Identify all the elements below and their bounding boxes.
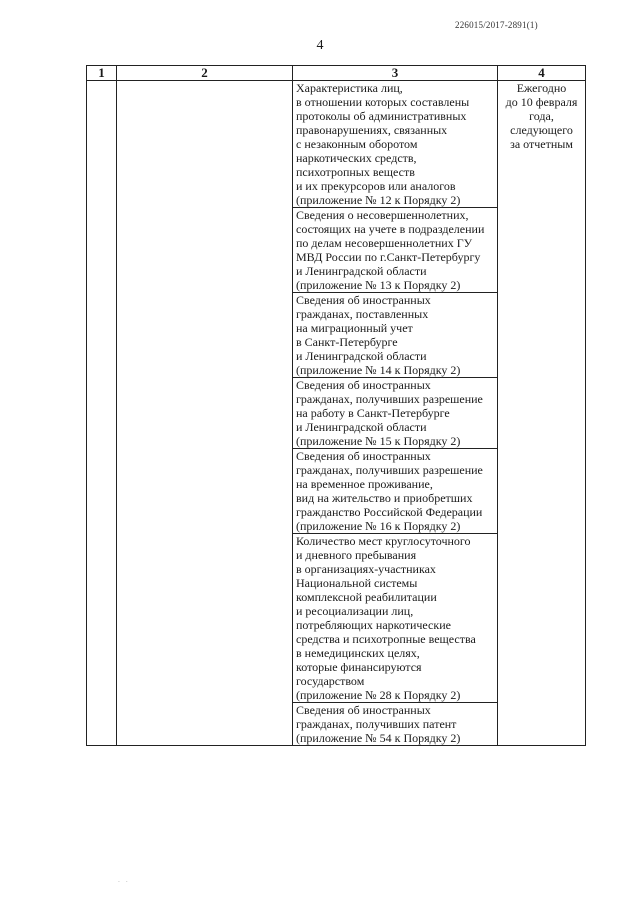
report-description-cell [293,293,498,378]
page-number: 4 [316,38,324,53]
report-description-line: и дневного пребывания [296,548,417,562]
report-description-line: государством [296,674,365,688]
report-description-line: (приложение № 54 к Порядку 2) [296,731,461,745]
report-description-line: (приложение № 13 к Порядку 2) [296,278,461,292]
report-description-line: в организациях-участниках [296,562,436,576]
report-description-line: и Ленинградской области [296,349,427,363]
report-description-line: потребляющих наркотические [296,618,451,632]
deadline-line: года, [529,109,554,123]
report-description-line: психотропных веществ [296,165,415,179]
report-description-line: (приложение № 12 к Порядку 2) [296,193,461,207]
reporting-table [86,65,586,746]
column-2-cell [117,81,293,746]
report-description-line: которые финансируются [296,660,422,674]
report-description-line: правонарушениях, связанных [296,123,448,137]
report-description-line: гражданство Российской Федерации [296,505,483,519]
report-description-line: и ресоциализации лиц, [296,604,414,618]
report-description-cell [293,449,498,534]
report-description-line: МВД России по г.Санкт-Петербургу [296,250,481,264]
report-description-cell [293,703,498,746]
report-description-line: состоящих на учете в подразделении [296,222,485,236]
report-description-line: в Санкт-Петербурге [296,335,398,349]
report-description-line: (приложение № 28 к Порядку 2) [296,688,461,702]
report-description-line: на работу в Санкт-Петербурге [296,406,450,420]
report-description-line: Сведения о несовершеннолетних, [296,208,469,222]
deadline-line: следующего [510,123,573,137]
deadline-line: до 10 февраля [505,95,578,109]
deadline-line: Ежегодно [516,81,567,95]
report-description-line: Сведения об иностранных [296,378,431,392]
report-description-line: гражданах, получивших разрешение [296,463,483,477]
report-description-cell [293,81,498,208]
report-description-line: комплексной реабилитации [296,590,437,604]
column-1-cell [87,81,117,746]
report-description-line: вид на жительство и приобретших [296,491,473,505]
report-description-line: Количество мест круглосуточного [296,534,471,548]
report-description-line: и Ленинградской области [296,264,427,278]
column-header-4: 4 [498,66,586,81]
report-description-line: гражданах, поставленных [296,307,429,321]
report-description-cell [293,534,498,703]
deadline-line: за отчетным [510,137,573,151]
table-header-row [87,66,586,81]
report-description-line: наркотических средств, [296,151,417,165]
report-description-line: гражданах, получивших патент [296,717,457,731]
report-description-line: в немедицинских целях, [296,646,420,660]
deadline-cell [498,81,586,746]
report-description-line: на временное проживание, [296,477,433,491]
footer-marks: · · [118,879,130,886]
report-description-line: (приложение № 14 к Порядку 2) [296,363,461,377]
column-header-3: 3 [293,66,498,81]
report-description-line: Сведения об иностранных [296,703,431,717]
table-row [87,81,586,208]
report-description-line: в отношении которых составлены [296,95,470,109]
report-description-line: Характеристика лиц, [296,81,403,95]
report-description-line: и Ленинградской области [296,420,427,434]
report-description-line: протоколы об административных [296,109,467,123]
report-description-line: Национальной системы [296,576,418,590]
report-description-cell [293,208,498,293]
report-description-line: гражданах, получивших разрешение [296,392,483,406]
report-description-line: и их прекурсоров или аналогов [296,179,456,193]
column-header-2: 2 [117,66,293,81]
document-registration-number: 226015/2017-2891(1) [455,20,538,30]
column-header-1: 1 [87,66,117,81]
report-description-line: (приложение № 16 к Порядку 2) [296,519,461,533]
report-description-line: Сведения об иностранных [296,293,431,307]
report-description-cell [293,378,498,449]
report-description-line: Сведения об иностранных [296,449,431,463]
report-description-line: по делам несовершеннолетних ГУ [296,236,473,250]
report-description-line: на миграционный учет [296,321,413,335]
report-description-line: средства и психотропные вещества [296,632,476,646]
report-description-line: с незаконным оборотом [296,137,418,151]
report-description-line: (приложение № 15 к Порядку 2) [296,434,461,448]
